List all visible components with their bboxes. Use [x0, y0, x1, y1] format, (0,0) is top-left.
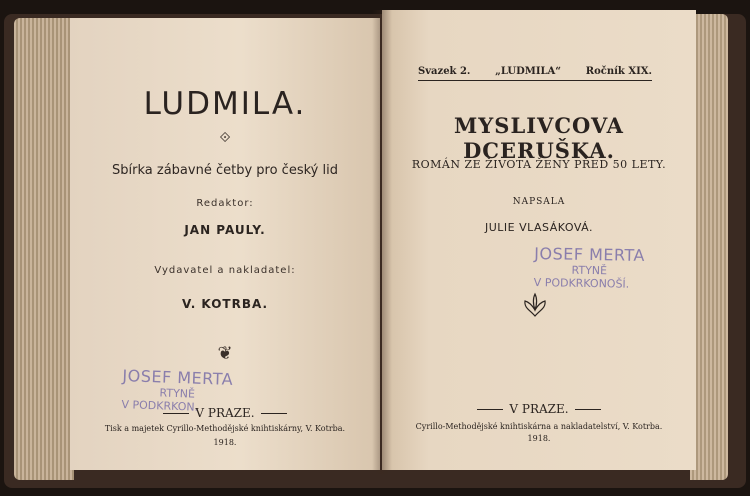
publisher-name: V. KOTRBA.	[181, 297, 269, 311]
novel-title: MYSLIVCOVA DCERUŠKA.	[454, 113, 624, 163]
owner-stamp-right	[534, 244, 645, 291]
stamp-town: RTYNĚ	[159, 386, 196, 401]
page-edges-left	[14, 18, 74, 480]
stamp-town: RTYNĚ	[571, 263, 608, 278]
volume-number: Svazek 2.	[418, 66, 471, 77]
series-subtitle: Sbírka zábavné četby pro český lid	[112, 163, 338, 178]
series-name: „LUDMILA“	[495, 66, 562, 77]
left-page	[70, 18, 380, 470]
place-of-publication	[70, 406, 380, 420]
publication-year: 1918.	[527, 434, 551, 443]
right-page	[382, 10, 696, 470]
place-text: V PRAZE.	[195, 406, 255, 420]
book-gutter	[372, 10, 392, 474]
publisher-label: Vydavatel a nakladatel:	[154, 265, 296, 276]
ornament-icon: ⟐	[219, 130, 231, 146]
place-of-publication	[382, 402, 696, 416]
flower-vignette-icon	[520, 292, 550, 318]
editor-label: Redaktor:	[196, 198, 254, 209]
vignette-icon: ❦	[217, 343, 233, 364]
stamp-name: JOSEF MERTA	[534, 244, 646, 265]
place-text: V PRAZE.	[509, 402, 569, 416]
stamp-region: V PODKRKON.	[121, 398, 199, 414]
stamp-name: JOSEF MERTA	[122, 366, 234, 389]
editor-name: JAN PAULY.	[184, 223, 266, 237]
year-volume: Ročník XIX.	[585, 66, 652, 77]
stamp-region: V PODKRKONOŠÍ.	[533, 276, 630, 291]
printer-line: Tisk a majetek Cyrillo-Methodějské knihtiskárny, V. Kotrba.	[104, 424, 346, 433]
author-name: JULIE VLASÁKOVÁ.	[485, 221, 593, 234]
running-header	[418, 66, 652, 81]
novel-subtitle: ROMÁN ZE ŽIVOTA ŽENY PŘED 50 LETY.	[411, 158, 667, 171]
printer-line: Cyrillo-Methodějské knihtiskárna a nakladatelství, V. Kotrba.	[415, 422, 663, 431]
byline-label: NAPSALA	[512, 197, 566, 207]
series-title: LUDMILA.	[143, 86, 307, 122]
publication-year: 1918.	[213, 438, 237, 447]
